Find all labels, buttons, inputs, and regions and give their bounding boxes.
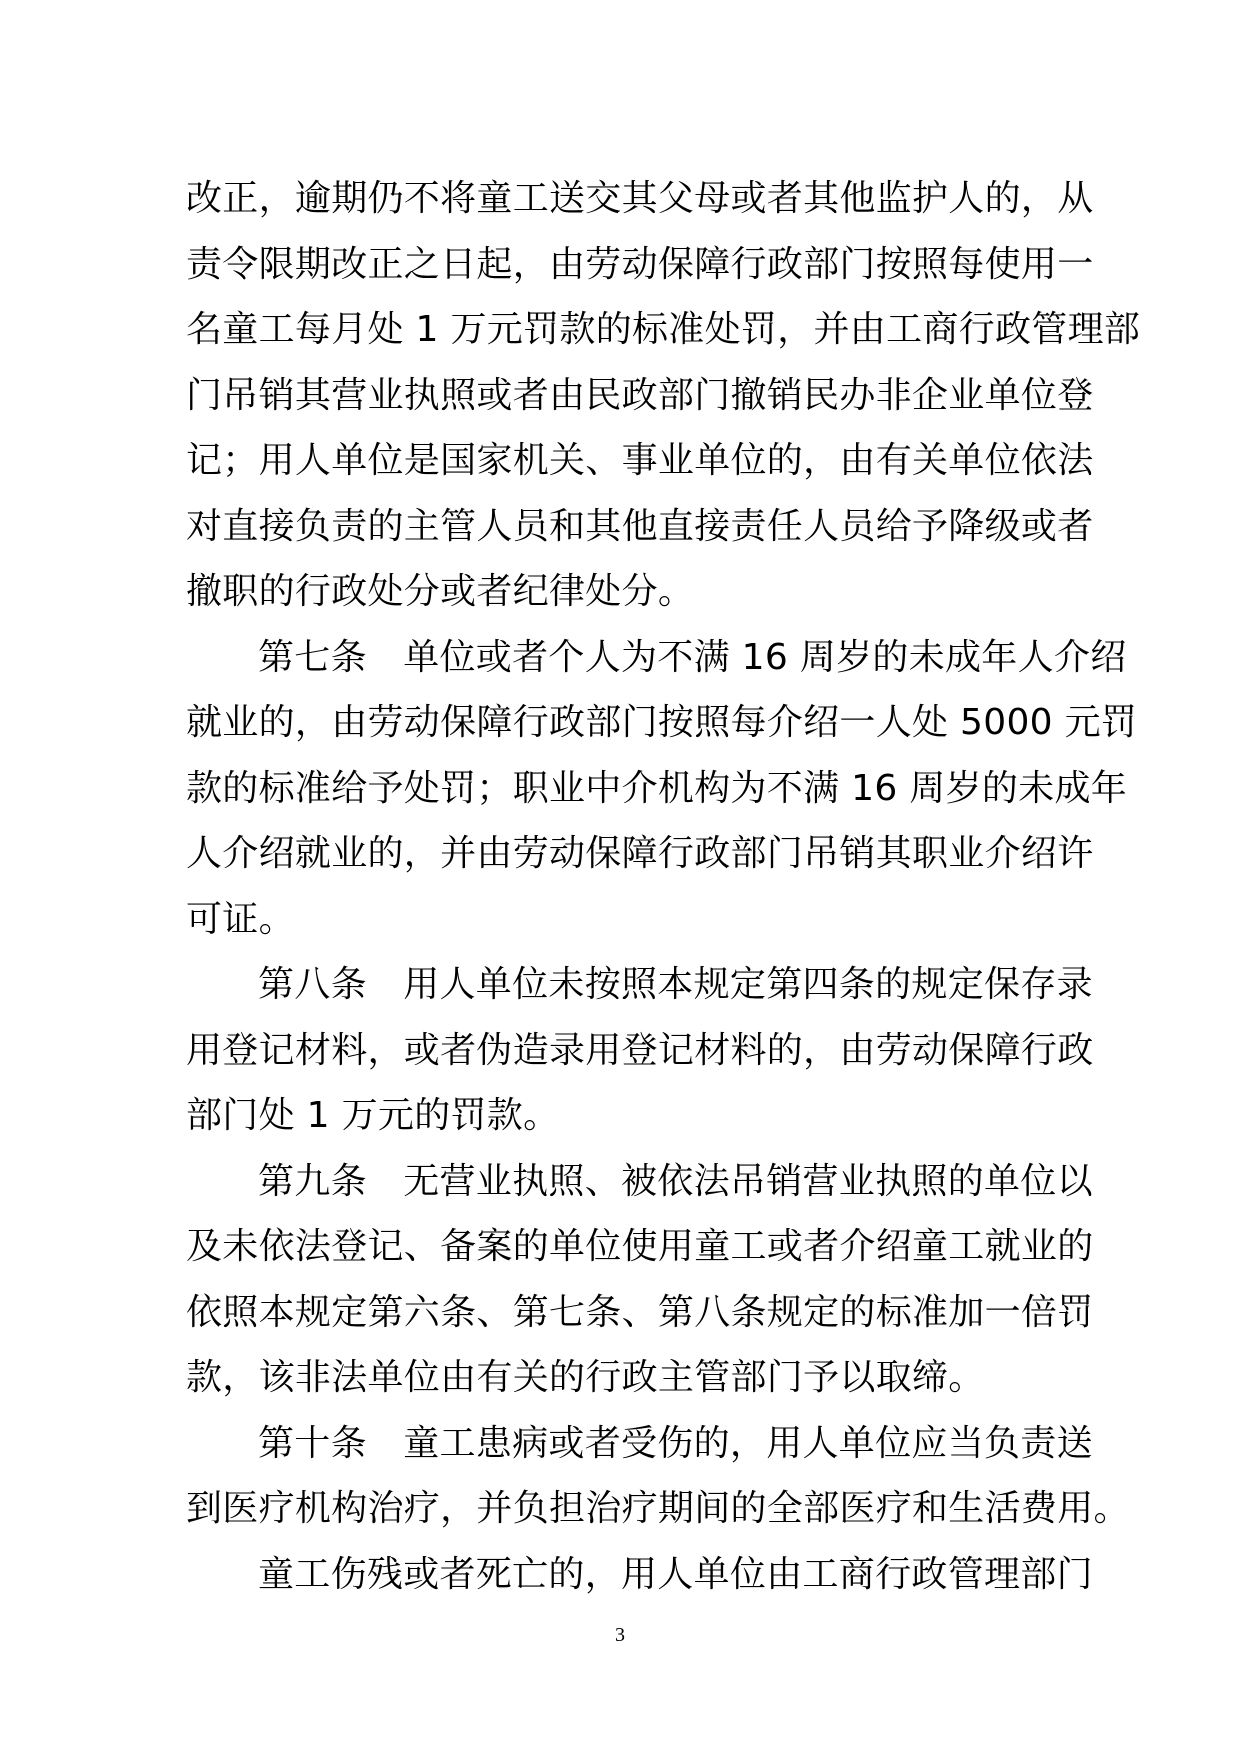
text-line: 第八条 用人单位未按照本规定第四条的规定保存录	[258, 964, 1093, 1005]
text-line: 人介绍就业的，并由劳动保障行政部门吊销其职业介绍许	[186, 833, 1094, 874]
text-line: 第九条 无营业执照、被依法吊销营业执照的单位以	[258, 1160, 1093, 1202]
text-line: 部门处 1 万元的罚款。	[186, 1095, 560, 1136]
text-line: 童工伤残或者死亡的，用人单位由工商行政管理部门	[258, 1553, 1093, 1595]
text-line: 名童工每月处 1 万元罚款的标准处罚，并由工商行政管理部	[186, 309, 1141, 350]
text-line: 第十条 童工患病或者受伤的，用人单位应当负责送	[258, 1422, 1093, 1464]
text-line: 第七条 单位或者个人为不满 16 周岁的未成年人介绍	[258, 636, 1127, 678]
text-line: 及未依法登记、备案的单位使用童工或者介绍童工就业的	[186, 1226, 1094, 1267]
body-text	[186, 166, 1141, 1607]
text-line: 可证。	[186, 898, 295, 940]
article-9-paragraph	[186, 1149, 1094, 1411]
text-line: 到医疗机构治疗，并负担治疗期间的全部医疗和生活费用。	[186, 1488, 1130, 1529]
page-number: 3	[615, 1624, 625, 1646]
article-10-paragraph	[186, 1411, 1130, 1542]
text-line: 责令限期改正之日起，由劳动保障行政部门按照每使用一	[186, 243, 1094, 285]
text-line: 就业的，由劳动保障行政部门按照每介绍一人处 5000 元罚	[186, 702, 1138, 743]
article-8-paragraph	[186, 952, 1094, 1149]
text-line: 款，该非法单位由有关的行政主管部门予以取缔。	[186, 1357, 985, 1398]
text-line: 对直接负责的主管人员和其他直接责任人员给予降级或者	[186, 505, 1094, 547]
text-line: 记；用人单位是国家机关、事业单位的，由有关单位依法	[186, 440, 1094, 481]
text-line: 款的标准给予处罚；职业中介机构为不满 16 周岁的未成年	[186, 767, 1128, 809]
text-line: 撤职的行政处分或者纪律处分。	[186, 571, 695, 612]
article-10-second-paragraph	[186, 1542, 1093, 1608]
text-line: 改正，逾期仍不将童工送交其父母或者其他监护人的，从	[186, 178, 1094, 219]
article-7-paragraph	[186, 625, 1138, 953]
paragraph-continuation	[186, 166, 1141, 625]
text-line: 依照本规定第六条、第七条、第八条规定的标准加一倍罚	[186, 1291, 1094, 1333]
text-line: 门吊销其营业执照或者由民政部门撤销民办非企业单位登	[186, 374, 1094, 416]
text-line: 用登记材料，或者伪造录用登记材料的，由劳动保障行政	[186, 1029, 1094, 1071]
